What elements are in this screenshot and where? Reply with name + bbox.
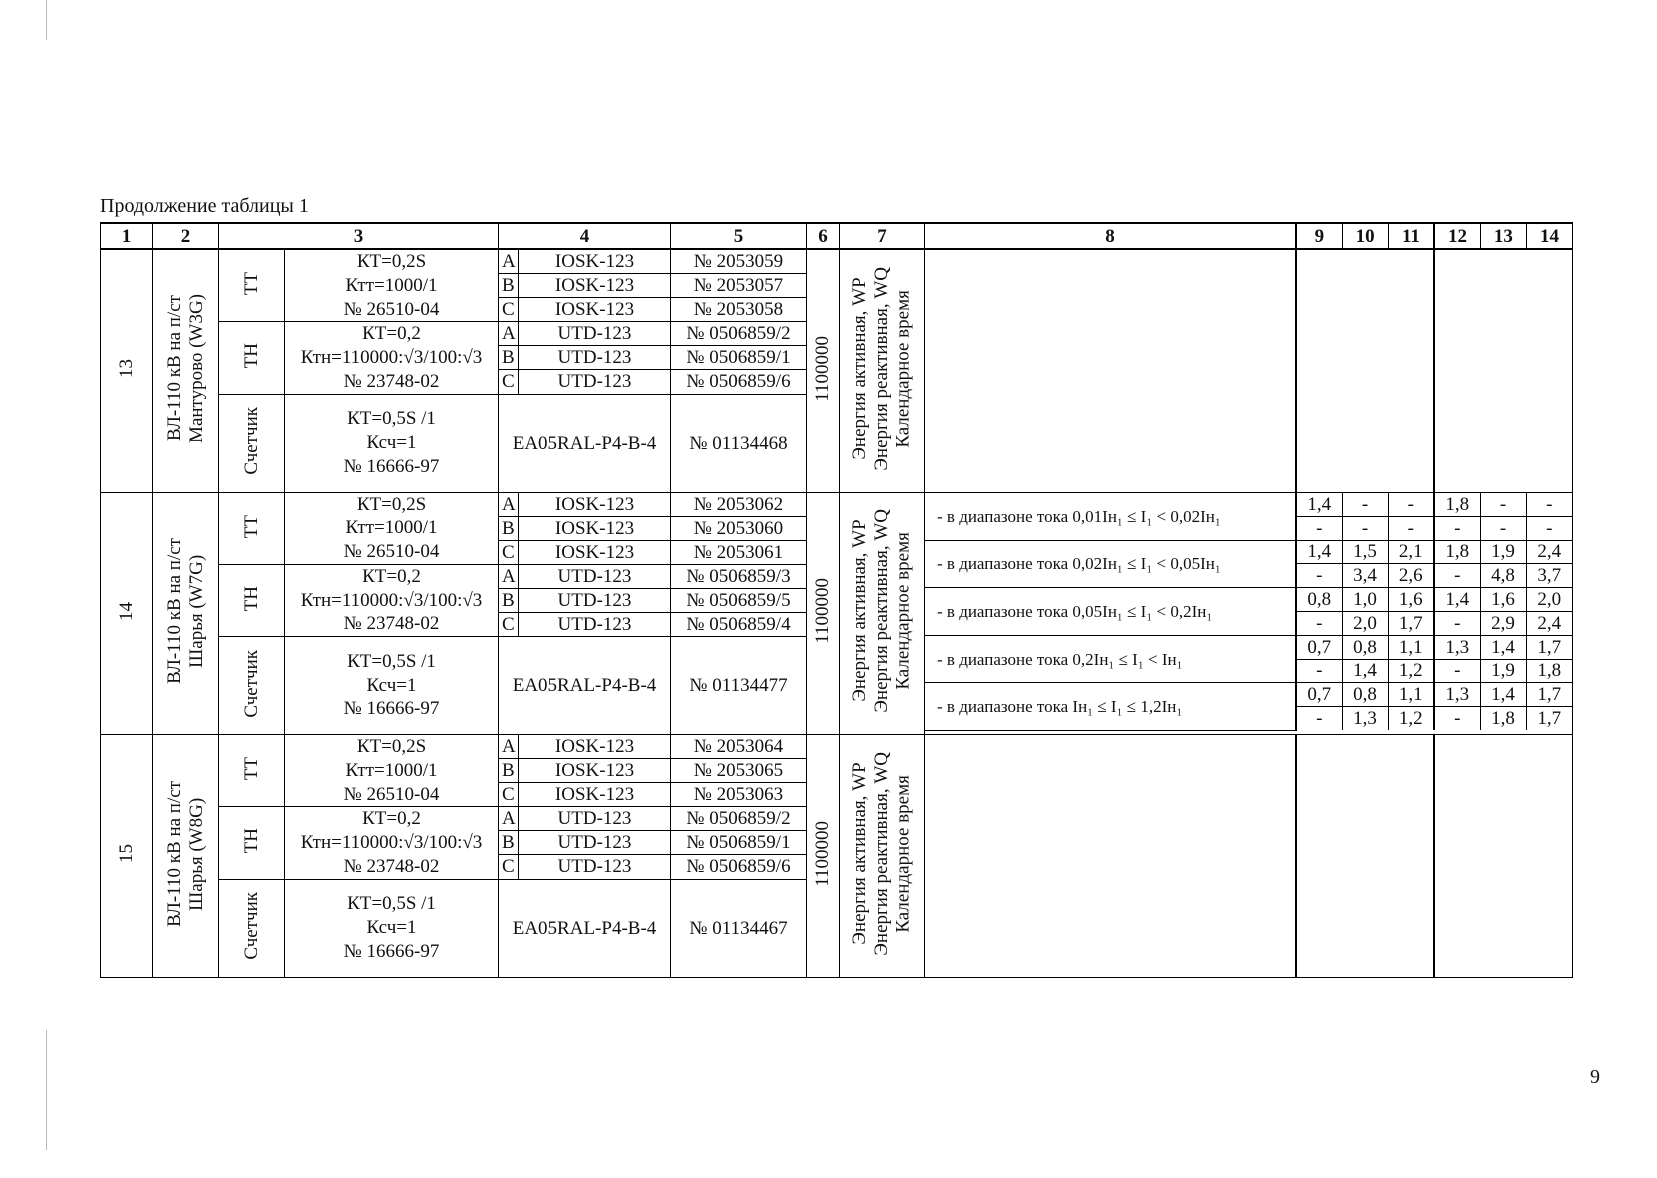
range-label: - в диапазоне тока 0,02Iн₁ ≤ I₁ < 0,05Iн₁ [925,540,1296,588]
range-value: - [1342,493,1388,517]
device-type: UTD-123 [519,831,671,855]
meter-serial: № 01134477 [671,637,807,735]
range-value: 1,4 [1342,659,1388,683]
phase-letter: B [499,588,519,612]
meter-label-text [241,892,263,960]
range-value: - [1434,564,1480,588]
range-value: 1,4 [1296,540,1342,564]
tt-spec-text [285,250,498,321]
row-number [101,492,153,735]
energy-types-text-line: Энергия активная, WP [849,762,871,945]
table-continuation-title: Продолжение таблицы 1 [100,195,309,217]
device-type: UTD-123 [519,322,671,346]
energy-types-text-line: Энергия реактивная, WQ [871,751,893,956]
energy-types [840,735,925,978]
range-empty [925,735,1297,978]
row-number-text [116,844,138,863]
header-cell-12: 12 [1434,223,1480,249]
tt-spec-text-line: КТ=0,2S [356,251,427,272]
tn-spec-text-line: Ктн=110000:√3/100:√3 [300,589,483,611]
phase-letter: B [499,273,519,297]
meter-spec-text-line: КТ=0,5S /1 [347,408,436,430]
energy-types-text [849,752,915,956]
device-type: IOSK-123 [519,735,671,759]
table-row [101,735,1573,759]
ratio-text-line: 1100000 [812,335,834,402]
phase-letter: B [499,346,519,370]
range-value: 2,0 [1526,588,1572,612]
ratio [807,492,840,735]
serial-number: № 0506859/1 [671,831,807,855]
ratio [807,735,840,978]
phase-letter: C [499,298,519,322]
range-value: - [1388,493,1434,517]
range-value: 1,8 [1434,493,1480,517]
serial-number: № 0506859/3 [671,564,807,588]
meter-spec-text-line: № 16666-97 [343,455,440,477]
header-cell-2: 2 [153,223,219,249]
tt-spec-text-line: Ктт=1000/1 [345,274,438,296]
meter-spec-text-line: КТ=0,5S /1 [347,893,436,915]
energy-types-text-line: Календарное время [892,775,914,933]
range-value: 2,6 [1388,564,1434,588]
serial-number: № 2053060 [671,516,807,540]
range-row [925,540,1572,564]
tn-spec [285,564,499,636]
tn-label [219,322,285,394]
row-number-text [116,359,138,378]
meter-model: EA05RAL-P4-B-4 [499,394,671,492]
device-type: UTD-123 [519,855,671,879]
values-empty [1296,249,1434,492]
meter-label [219,637,285,735]
row-number [101,735,153,978]
line-name-text-line: ВЛ-110 кВ на п/ст [163,295,185,442]
energy-types-text-line: Календарное время [892,290,914,448]
range-label: - в диапазоне тока 0,05Iн₁ ≤ I₁ < 0,2Iн₁ [925,588,1296,636]
range-value: - [1296,611,1342,635]
tt-spec-text-line: № 26510-04 [343,541,440,562]
range-value: 1,6 [1480,588,1526,612]
serial-number: № 0506859/6 [671,370,807,394]
meter-model: EA05RAL-P4-B-4 [499,637,671,735]
serial-number: № 2053058 [671,298,807,322]
header-cell-14: 14 [1526,223,1572,249]
tn-label-text [241,828,263,853]
line-name-text-line: Шарья (W8G) [185,797,207,911]
phase-letter: B [499,831,519,855]
line-name [153,492,219,735]
phase-letter: B [499,516,519,540]
meter-spec-text-line: Ксч=1 [366,674,417,696]
table-row [101,492,1573,516]
header-row [101,223,1573,249]
range-value: - [1296,659,1342,683]
tn-spec-text [285,807,498,878]
energy-types-text [849,267,915,471]
meter-serial: № 01134468 [671,394,807,492]
tn-spec [285,322,499,394]
values-empty [1434,249,1572,492]
energy-types [840,249,925,492]
tt-spec-text-line: № 26510-04 [343,298,440,320]
tn-label-text-line: ТН [240,828,262,854]
serial-number: № 0506859/6 [671,855,807,879]
range-value: - [1526,493,1572,517]
tt-spec [285,735,499,807]
range-value: 1,5 [1342,540,1388,564]
tt-spec-text-line: Ктт=1000/1 [345,759,438,781]
energy-types-text-line: Энергия активная, WP [849,520,871,703]
range-value: 1,4 [1480,635,1526,659]
tn-spec-text-line: № 23748-02 [343,613,440,635]
tn-spec-text-line: КТ=0,2 [362,323,421,345]
meter-spec [285,879,499,977]
range-value: 0,8 [1342,683,1388,707]
tn-label-text-line: ТН [240,343,262,369]
header-cell-8: 8 [925,223,1297,249]
metering-table [100,222,1573,978]
header-cell-1: 1 [101,223,153,249]
line-name-text-line: ВЛ-110 кВ на п/ст [163,780,185,927]
tn-spec-text-line: Ктн=110000:√3/100:√3 [300,832,483,853]
ratio-text-line: 1100000 [812,578,834,645]
tt-label-text-line: ТТ [240,514,262,538]
range-value: 3,7 [1526,564,1572,588]
header-cell-9: 9 [1296,223,1342,249]
line-name [153,249,219,492]
energy-types [840,492,925,735]
phase-letter: C [499,612,519,636]
phase-letter: C [499,370,519,394]
range-value: 1,6 [1388,588,1434,612]
range-value: 1,3 [1434,683,1480,707]
range-value: 2,9 [1480,611,1526,635]
device-type: UTD-123 [519,612,671,636]
range-label: - в диапазоне тока 0,01Iн₁ ≤ I₁ < 0,02Iн₁ [925,493,1296,541]
range-value: - [1480,493,1526,517]
values-empty [1296,735,1434,978]
page-number: 9 [1590,1066,1600,1088]
tt-spec-text-line: Ктт=1000/1 [345,517,438,539]
meter-label-text-line: Счетчик [240,407,262,475]
header-cell-3: 3 [219,223,499,249]
range-value: - [1434,707,1480,731]
range-value: - [1526,516,1572,540]
range-value: 0,8 [1342,635,1388,659]
range-value: 1,9 [1480,659,1526,683]
range-value: 2,0 [1342,611,1388,635]
meter-spec-text-line: Ксч=1 [366,432,417,454]
ratio [807,249,840,492]
range-value: 1,7 [1526,707,1572,731]
device-type: IOSK-123 [519,540,671,564]
phase-letter: A [499,735,519,759]
range-value: 1,1 [1388,635,1434,659]
meter-label-text-line: Счетчик [240,649,262,718]
tt-spec-text-line: № 26510-04 [343,783,440,805]
meter-spec-text-line: № 16666-97 [343,940,440,962]
device-type: UTD-123 [519,588,671,612]
range-value: 1,0 [1342,588,1388,612]
line-name-text-line: ВЛ-110 кВ на п/ст [163,538,185,685]
tn-spec-text [285,565,498,636]
tt-spec [285,249,499,322]
range-value: 1,7 [1526,635,1572,659]
row-number-text-line: 14 [115,601,137,621]
device-type: IOSK-123 [519,298,671,322]
meter-label-text [241,407,263,475]
range-value: 1,7 [1526,683,1572,707]
tn-spec-text-line: Ктн=110000:√3/100:√3 [300,347,483,368]
accuracy-ranges [925,492,1573,735]
device-type: IOSK-123 [519,759,671,783]
range-value: - [1296,516,1342,540]
device-type: UTD-123 [519,370,671,394]
phase-letter: C [499,783,519,807]
ratio-text [812,821,834,887]
serial-number: № 0506859/2 [671,322,807,346]
serial-number: № 2053064 [671,735,807,759]
tn-spec [285,807,499,879]
tt-spec-text-line: КТ=0,2S [356,736,427,757]
meter-serial: № 01134467 [671,879,807,977]
tn-label [219,807,285,879]
range-value: - [1296,564,1342,588]
range-value: 1,3 [1434,635,1480,659]
device-type: IOSK-123 [519,273,671,297]
serial-number: № 2053062 [671,492,807,516]
meter-label [219,879,285,977]
scan-artifact-line [46,1030,47,1150]
range-value: 1,4 [1296,493,1342,517]
tn-spec-text [285,322,498,393]
range-value: 1,7 [1388,611,1434,635]
range-value: - [1434,516,1480,540]
header-cell-4: 4 [499,223,671,249]
header-cell-7: 7 [840,223,925,249]
tt-label-text-line: ТТ [240,272,262,296]
device-type: UTD-123 [519,346,671,370]
meter-model: EA05RAL-P4-B-4 [499,879,671,977]
range-value: - [1434,659,1480,683]
tt-spec [285,492,499,564]
device-type: IOSK-123 [519,492,671,516]
phase-letter: A [499,807,519,831]
tt-label-text [241,272,263,295]
range-value: 2,4 [1526,540,1572,564]
phase-letter: C [499,855,519,879]
tn-spec-text-line: КТ=0,2 [362,808,421,830]
range-value: - [1388,516,1434,540]
accuracy-table [925,493,1572,731]
line-name-text-line: Мантурово (W3G) [185,294,207,444]
row-number-text-line: 13 [115,359,137,379]
device-type: UTD-123 [519,807,671,831]
meter-spec [285,394,499,492]
meter-spec-text [285,650,498,721]
serial-number: № 0506859/1 [671,346,807,370]
tt-label [219,735,285,807]
tt-label-text-line: ТТ [240,757,262,781]
range-value: 1,2 [1388,707,1434,731]
serial-number: № 2053065 [671,759,807,783]
range-label: - в диапазоне тока 0,2Iн₁ ≤ I₁ < Iн₁ [925,635,1296,683]
energy-types-text-line: Энергия реактивная, WQ [871,509,893,714]
line-name-text-line: Шарья (W7G) [185,554,207,668]
range-value: - [1342,516,1388,540]
header-cell-5: 5 [671,223,807,249]
line-name-text [164,538,208,684]
range-value: 0,7 [1296,635,1342,659]
range-value: - [1480,516,1526,540]
tt-spec-text [285,493,498,564]
energy-types-text [849,509,915,713]
phase-letter: B [499,759,519,783]
range-value: 1,1 [1388,683,1434,707]
tn-label-text [241,586,263,611]
range-value: - [1434,611,1480,635]
scan-artifact-line [46,0,47,40]
tt-label [219,492,285,564]
tn-spec-text-line: № 23748-02 [343,855,440,877]
tt-spec-text [285,735,498,806]
phase-letter: A [499,492,519,516]
range-value: 1,8 [1526,659,1572,683]
ratio-text [812,336,834,402]
serial-number: № 2053057 [671,273,807,297]
header-cell-10: 10 [1342,223,1388,249]
meter-spec [285,637,499,735]
tt-label-text [241,515,263,538]
range-value: 2,1 [1388,540,1434,564]
energy-types-text-line: Энергия активная, WP [849,277,871,460]
range-value: 0,8 [1296,588,1342,612]
phase-letter: C [499,540,519,564]
meter-spec-text-line: Ксч=1 [366,917,417,939]
ratio-text-line: 1100000 [812,820,834,887]
range-value: 4,8 [1480,564,1526,588]
range-value: 0,7 [1296,683,1342,707]
header-cell-13: 13 [1480,223,1526,249]
row-number-text [116,602,138,621]
ratio-text [812,578,834,644]
line-name [153,735,219,978]
header-cell-6: 6 [807,223,840,249]
energy-types-text-line: Календарное время [892,532,914,690]
tn-label-text-line: ТН [240,585,262,612]
device-type: IOSK-123 [519,516,671,540]
tt-spec-text-line: КТ=0,2S [356,493,427,515]
tt-label [219,249,285,322]
range-row [925,493,1572,517]
range-value: 1,3 [1342,707,1388,731]
range-value: 1,4 [1434,588,1480,612]
meter-spec-text-line: КТ=0,5S /1 [347,650,436,672]
range-value: 1,2 [1388,659,1434,683]
line-name-text [164,294,208,443]
meter-spec-text-line: № 16666-97 [343,698,440,720]
tn-label [219,564,285,636]
meter-label [219,394,285,492]
values-empty [1434,735,1572,978]
tn-spec-text-line: КТ=0,2 [362,565,421,587]
phase-letter: A [499,249,519,273]
range-value: 1,8 [1434,540,1480,564]
serial-number: № 0506859/2 [671,807,807,831]
serial-number: № 2053061 [671,540,807,564]
table-row [101,249,1573,273]
range-empty [925,249,1297,492]
device-type: UTD-123 [519,564,671,588]
range-row [925,635,1572,659]
serial-number: № 0506859/5 [671,588,807,612]
energy-types-text-line: Энергия реактивная, WQ [871,266,893,471]
meter-label-text-line: Счетчик [240,892,262,960]
range-value: - [1296,707,1342,731]
tn-label-text [241,343,263,368]
range-row [925,588,1572,612]
range-value: 2,4 [1526,611,1572,635]
phase-letter: A [499,322,519,346]
range-value: 1,9 [1480,540,1526,564]
range-value: 1,8 [1480,707,1526,731]
range-row [925,683,1572,707]
phase-letter: A [499,564,519,588]
device-type: IOSK-123 [519,783,671,807]
row-number-text-line: 15 [115,844,137,864]
line-name-text [164,781,208,927]
range-value: 1,4 [1480,683,1526,707]
serial-number: № 2053063 [671,783,807,807]
range-label: - в диапазоне тока Iн₁ ≤ I₁ ≤ 1,2Iн₁ [925,683,1296,731]
serial-number: № 2053059 [671,249,807,273]
device-type: IOSK-123 [519,249,671,273]
tn-spec-text-line: № 23748-02 [343,370,440,392]
meter-spec-text [285,407,498,478]
row-number [101,249,153,492]
meter-label-text [241,650,263,718]
range-value: 3,4 [1342,564,1388,588]
meter-spec-text [285,892,498,963]
header-cell-11: 11 [1388,223,1434,249]
serial-number: № 0506859/4 [671,612,807,636]
tt-label-text [241,757,263,780]
